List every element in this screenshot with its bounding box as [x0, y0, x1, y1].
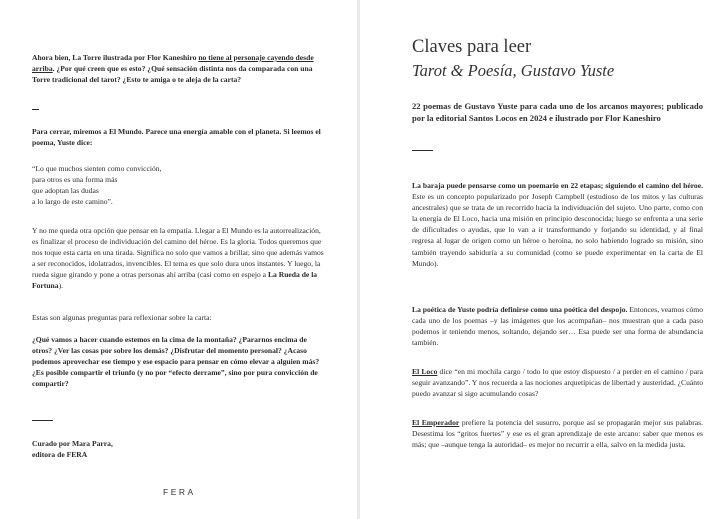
poem-line: para otros es una forma más — [32, 175, 118, 185]
poem-line: que adoptan las dudas — [32, 186, 99, 196]
card-name-fool: El Loco — [412, 367, 438, 376]
curator-role: editora de FERA — [32, 450, 88, 459]
wheel-of-fortune-ref: La Rueda de la Fortuna — [32, 270, 318, 291]
poetics-text: Entonces, veamos cómo cada uno de los poemas –y las imágenes que los acompañan– nos muestran que a cada paso podemos ir teniendo menos, soltando, dejando ser… Esa puede ser una forma de abundancia también. — [412, 305, 703, 348]
tower-question-rest: . ¿Por qué creen que es esto? ¿Qué sensación distinta nos da comparada con una Torre tradicional del tarot? ¿Esto te amiga o te aleja de la carta? — [32, 64, 313, 85]
poem-line: a lo largo de este camino”. — [32, 197, 113, 207]
fool-paragraph — [412, 366, 703, 399]
poem-quote — [32, 163, 324, 207]
intro-summary: 22 poemas de Gustavo Yuste para cada uno de los arcanos mayores; publicado por la editorial Santos Locos en 2024 e ilustrado por Flor Kaneshiro — [412, 101, 703, 124]
intro-divider — [412, 150, 433, 151]
empathy-close: ). — [58, 281, 64, 291]
tower-question-highlight: no tiene al personaje cayendo desde arriba — [32, 53, 314, 74]
closing-intro: Para cerrar, miremos a El Mundo. Parece una energía amable con el planeta. Si leemos el poema, Yuste dice: — [32, 127, 321, 148]
publisher-logo: FERA — [163, 487, 196, 497]
poetics-paragraph — [412, 304, 703, 348]
right-page — [360, 0, 718, 519]
empathy-text: Y no me queda otra opción que pensar en la empatía. Llegar a El Mundo es la autorrealización, es finalizar el proceso de individuación del camino del héroe. Es la gloria. Todos queremos que nos toque esta carta en una tirada. Significa no solo que vamos a brillar, sino que además vamos a ser reconocidos, idolatrados, invencibles. El tema es que solo dura unos instantes. Y luego, la rueda sigue girando y pone a otras personas ahí arriba (casi como en espejo a — [32, 226, 324, 280]
hero-journey-lead: La baraja puede pensarse como un poemario en 22 etapas; siguiendo el camino del héroe. — [412, 181, 703, 190]
page-subtitle: Tarot & Poesía, Gustavo Yuste — [412, 61, 615, 80]
reflection-intro: Estas son algunas preguntas para reflexionar sobre la carta: — [32, 313, 212, 322]
fool-text: dice “en mi mochila cargo / todo lo que estoy dispuesto / a perder en el camino / para seguir avanzando”. Y nos recuerda a las nociones arquetípicas de libertad y austeridad. ¿Cuánto puedo avanzar si sigo acumulando cosas? — [412, 367, 703, 399]
signature-divider — [32, 420, 53, 421]
emperor-text: prefiere la potencia del susurro, porque así se propagarán mejor sus palabras. Desestima los “gritos fuertes” y ese es el gran aprendizaje de este arcano: saber que menos es más; que –aunque tenga la autoridad– es mejor no recurrir a ella, salvo en la medida justa. — [412, 418, 703, 450]
section-divider — [32, 109, 39, 110]
curator-name: Curado por Mara Parra, — [32, 439, 113, 448]
card-name-emperor: El Emperador — [412, 418, 460, 427]
poetics-lead: La poética de Yuste podría definirse como una poética del despojo. — [412, 305, 628, 314]
tower-question-lead: Ahora bien, La Torre ilustrada por Flor Kaneshiro — [32, 53, 199, 62]
empathy-paragraph — [32, 225, 324, 292]
hero-journey-paragraph — [412, 180, 703, 269]
page-title: Claves para leer — [412, 37, 532, 57]
reflection-questions: ¿Qué vamos a hacer cuando estemos en la cima de la montaña? ¿Pararnos encima de otros? ¿Ver las cosas por sobre los demás? ¿Disfrutar del momento personal? ¿Acaso podemos aprovechar ese tiempo y ese espacio para pensar en cómo elevar a alguien más? ¿Es posible compartir el triunfo (y no por “efecto derrame”, sino por pura convicción de compartir? — [32, 335, 320, 389]
poem-line: “Lo que muchos sienten como convicción, — [32, 164, 162, 173]
emperor-paragraph — [412, 417, 703, 450]
tower-question-paragraph — [32, 52, 324, 85]
hero-journey-text: Este es un concepto popularizado por Joseph Campbell (estudioso de los mitos y las culturas ancestrales) que se trata de un recorrido hacia la individuación del sujeto. Uno parte, como con la energía de El Loco, hacia una misión en principio desconocida; luego se enfrenta a una serie de dificultades o ayudas, que lo van a ir transformando y forjando su identidad, y al final regresa al lugar de origen como un héroe o heroína, no solo habiendo logrado su misión, sino también trayendo sabiduría a su comunidad (como se puede experimentar en la carta de El Mundo). — [412, 192, 703, 268]
left-page — [0, 0, 358, 519]
